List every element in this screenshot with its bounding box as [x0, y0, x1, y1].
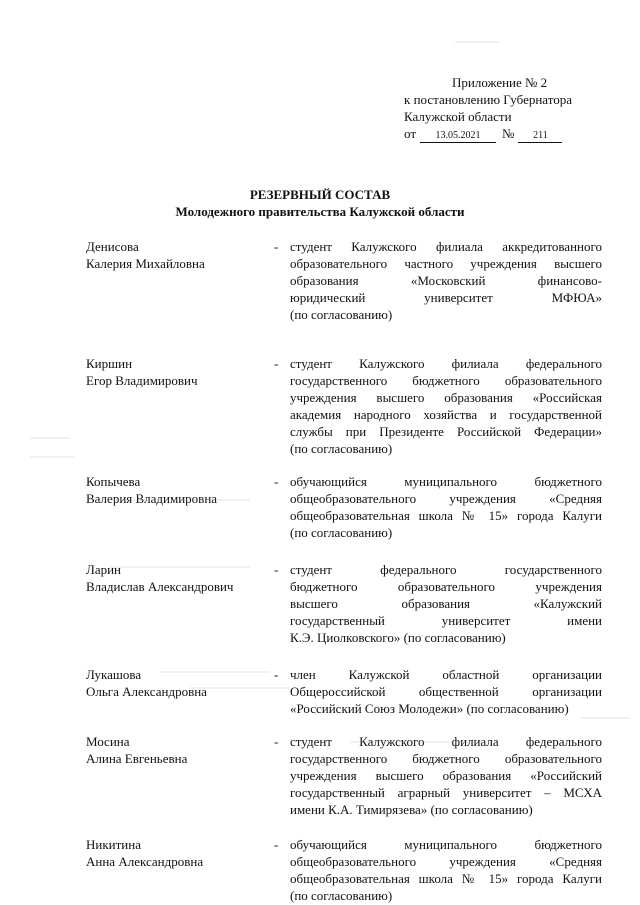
member-given-names: Анна Александровна: [86, 854, 204, 869]
number-sign: №: [502, 126, 515, 141]
member-description: [290, 836, 602, 904]
description-line: (по согласованию): [290, 888, 393, 903]
member-description: [290, 561, 602, 646]
member-name: [86, 473, 266, 507]
description-line: общеобразовательная школа № 15» города Калуги: [290, 871, 602, 886]
member-dash: -: [274, 734, 279, 749]
description-line: службы при Президенте Российской Федерации»: [290, 424, 602, 439]
description-line: имени К.А. Тимирязева» (по согласованию): [290, 802, 533, 817]
member-dash: -: [274, 837, 279, 852]
member-description: [290, 355, 602, 457]
title-line-2: Молодежного правительства Калужской области: [175, 204, 465, 219]
description-line: обучающийся муниципального бюджетного: [290, 474, 602, 489]
member-surname: Копычева: [86, 474, 141, 489]
description-line: общеобразовательного учреждения «Средняя: [290, 491, 602, 506]
member-description: [290, 473, 602, 541]
member-description: [290, 238, 602, 323]
member-surname: Денисова: [86, 239, 139, 254]
decree-date: 13.05.2021: [420, 130, 496, 143]
description-line: (по согласованию): [290, 307, 393, 322]
description-line: (по согласованию): [290, 441, 393, 456]
member-given-names: Алина Евгеньевна: [86, 751, 188, 766]
member-description: [290, 666, 602, 717]
description-line: общеобразовательная школа № 15» города Калуги: [290, 508, 602, 523]
member-dash: -: [274, 474, 279, 489]
member-description: [290, 733, 602, 818]
description-line: студент Калужского филиала федерального: [290, 734, 602, 749]
member-entry: [86, 355, 602, 457]
member-given-names: Владислав Александрович: [86, 579, 234, 594]
member-dash: -: [274, 239, 279, 254]
member-given-names: Валерия Владимировна: [86, 491, 218, 506]
member-name: [86, 666, 266, 700]
member-entry: [86, 473, 602, 541]
description-line: студент федерального государственного: [290, 562, 602, 577]
appendix-decree: к постановлению Губернатора: [404, 92, 573, 107]
member-surname: Мосина: [86, 734, 130, 749]
member-name: [86, 733, 266, 767]
description-line: студент Калужского филиала аккредитованного: [290, 239, 602, 254]
description-line: учреждения высшего образования «Российская: [290, 390, 602, 405]
member-surname: Лукашова: [86, 667, 142, 682]
member-name: [86, 836, 266, 870]
member-entry: [86, 836, 602, 904]
member-surname: Киршин: [86, 356, 133, 371]
description-line: бюджетного образовательного учреждения: [290, 579, 602, 594]
member-dash: -: [274, 562, 279, 577]
description-line: учреждения высшего образования «Российский: [290, 768, 602, 783]
description-line: К.Э. Циолковского» (по согласованию): [290, 630, 506, 645]
appendix-number: Приложение № 2: [452, 75, 548, 90]
member-entry: [86, 238, 602, 323]
appendix-header: [404, 74, 604, 143]
member-given-names: Егор Владимирович: [86, 373, 198, 388]
member-name: [86, 355, 266, 389]
description-line: общеобразовательного учреждения «Средняя: [290, 854, 602, 869]
description-line: государственный аграрный университет – МСХА: [290, 785, 602, 800]
member-list: [86, 238, 602, 904]
member-name: [86, 561, 266, 595]
member-entry: [86, 666, 602, 717]
description-line: государственный университет имени: [290, 613, 602, 628]
description-line: обучающийся муниципального бюджетного: [290, 837, 602, 852]
description-line: Общероссийской общественной организации: [290, 684, 602, 699]
member-given-names: Калерия Михайловна: [86, 256, 205, 271]
member-given-names: Ольга Александровна: [86, 684, 207, 699]
description-line: государственного бюджетного образовательного: [290, 373, 602, 388]
description-line: «Российский Союз Молодежи» (по согласованию): [290, 701, 569, 716]
description-line: образовательного частного учреждения высшего: [290, 256, 602, 271]
description-line: образования «Московский финансово-: [290, 273, 602, 288]
member-dash: -: [274, 356, 279, 371]
document-title: [0, 186, 640, 220]
member-surname: Никитина: [86, 837, 141, 852]
description-line: академия народного хозяйства и государственной: [290, 407, 602, 422]
description-line: юридический университет МФЮА»: [290, 290, 602, 305]
description-line: член Калужской областной организации: [290, 667, 602, 682]
member-entry: [86, 561, 602, 646]
title-line-1: РЕЗЕРВНЫЙ СОСТАВ: [249, 187, 391, 202]
appendix-region: Калужской области: [404, 109, 512, 124]
decree-number: 211: [518, 130, 562, 143]
member-name: [86, 238, 266, 272]
description-line: государственного бюджетного образовательного: [290, 751, 602, 766]
member-surname: Ларин: [86, 562, 122, 577]
member-dash: -: [274, 667, 279, 682]
description-line: (по согласованию): [290, 525, 393, 540]
appendix-date-line: [404, 125, 604, 143]
description-line: высшего образования «Калужский: [290, 596, 602, 611]
description-line: студент Калужского филиала федерального: [290, 356, 602, 371]
from-label: от: [404, 126, 417, 141]
member-entry: [86, 733, 602, 818]
